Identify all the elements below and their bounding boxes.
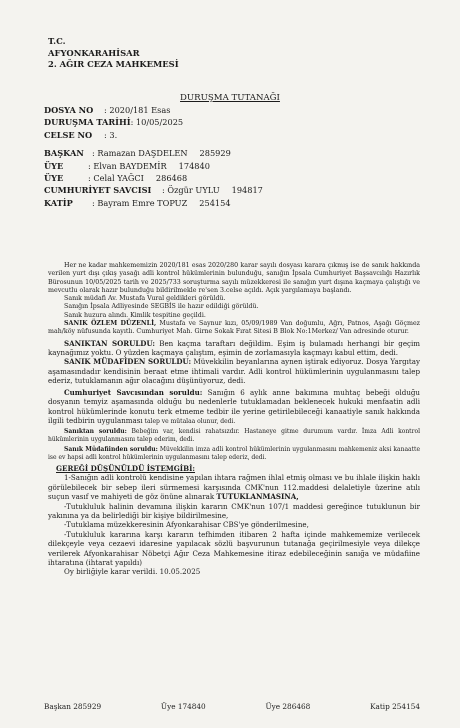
defendant-identity-head: SANIK ÖZLEM DÜZENLİ, bbox=[64, 320, 157, 328]
defendant-identity bbox=[48, 320, 420, 337]
document-title: DURUŞMA TUTANAĞI bbox=[180, 93, 280, 103]
uye2-name: : Celal YAĞCI bbox=[88, 173, 144, 184]
tarih-value: : 10/05/2025 bbox=[130, 117, 184, 128]
uye1-name: : Elvan BAYDEMİR bbox=[88, 160, 167, 171]
dosya-row bbox=[44, 104, 263, 116]
defendant-statement bbox=[48, 339, 420, 358]
prosecutor-opinion-text: Sanığın 6 aylık anne bakımına muhtaç bebeği olduğu dosyanın temyiz aşamasında olduğu bu nedenlerle tutuklamadan beklenecek hukuki menfaatin adli kontrol hükümlerinde konutu terk etmeme tedbir ile yerine getirilebileceği kanaatiyle sanık hakkında ilgili tedbirin uygulanması bbox=[48, 387, 421, 425]
signature-row bbox=[44, 702, 420, 711]
defense-final-word bbox=[48, 446, 420, 462]
signature-baskan: Başkan 285929 bbox=[44, 702, 102, 711]
tarih-row bbox=[44, 116, 263, 128]
prosecutor-opinion-head: Cumhuriyet Savcısından soruldu: bbox=[64, 387, 203, 397]
baskan-label: BAŞKAN bbox=[44, 148, 84, 159]
katip-row bbox=[44, 197, 263, 209]
defendant-statement-text: Ben kaçma taraftarı değildim. Eşim iş bulamadı herhangi bir geçim kaynağımız yoktu. O yüzden kaçmaya çalıştım, eşimin de zorlamasıyla kaçmayı kabul ettim, dedi. bbox=[48, 338, 420, 358]
defendant-final-word-text: Bebeğim var, kendisi rahatsızdır. Hastaneye gitme durumum vardır. İmza Adli kontrol hükümlerinin uygulanmasını talep ederim, dedi. bbox=[48, 427, 420, 443]
uye2-row bbox=[44, 172, 263, 184]
baskan-row bbox=[44, 147, 263, 159]
header-tc: T.C. bbox=[48, 36, 66, 46]
header-court: 2. AĞIR CEZA MAHKEMESİ bbox=[48, 59, 179, 69]
uye2-no: 286468 bbox=[155, 173, 188, 184]
defendant-final-word-head: Sanıktan soruldu: bbox=[64, 427, 127, 435]
defense-statement-text: Müvekkilin beyanlarına aynen iştirak ediyoruz. Dosya Yargıtay aşamasındadır kendisinin beraat etme ihtimali vardır. Adli kontrol hükümlerinin uygulanmasını talep ederiz, tutuklamanın ağır olacağını düşünüyoruz, dedi. bbox=[48, 357, 420, 386]
decision-item-2: -Tutukluluk halinin devamına ilişkin kararın CMK'nun 107/1 maddesi gereğince tutuklunun bir yakınına ya da belirlediği bir kişiye bildirilmesine, bbox=[48, 501, 420, 520]
segbis-line: Sanığın İpsala Adliyesinde SEGBİS ile hazır edildiği görüldü. bbox=[64, 303, 259, 311]
counsel-present-line: Sanık müdafi Av. Mustafa Vural geldikleri görüldü. bbox=[64, 295, 226, 303]
case-info bbox=[44, 104, 263, 209]
decision-title-line bbox=[48, 464, 420, 473]
decision-item-3: -Tutuklama müzekkeresinin Afyonkarahisar CBS'ye gönderilmesine, bbox=[64, 520, 309, 530]
tarih-label: DURUŞMA TARİHİ bbox=[44, 117, 131, 128]
savci-name: : Özgür UYLU bbox=[162, 185, 220, 196]
uye2-label: ÜYE bbox=[44, 173, 64, 184]
defense-statement bbox=[48, 357, 420, 385]
celse-row bbox=[44, 129, 263, 141]
katip-label: KATİP bbox=[44, 197, 73, 208]
signature-uye1: Üye 174840 bbox=[160, 702, 206, 711]
decision-item-4: -Tutukluluk kararına karşı kararın tefhimden itibaren 2 hafta içinde mahkememize verilecek dilekçeyle veya cezaevi idaresine yapılacak sözlü başvurunun tutanağa geçirilmesiyle veya dilekçe verilerek Afyonkarahisar Nöbetçi Ağır Ceza Mahkemesine itiraz edebileceğinin sanığa ve müdafiine ihtaratına (ihtarat yapıldı) bbox=[48, 529, 420, 567]
defense-final-word-text: Müvekkilin imza adli kontrol hükümlerinin uygulanmasını mahkemeniz aksi kanaatte ise ev hapsi adli kontrol hükümlerinin uygulanmasını talep ederiz, dedi. bbox=[48, 445, 420, 461]
defendant-statement-head: SANIKTAN SORULDU: bbox=[64, 338, 156, 348]
savci-row bbox=[44, 184, 263, 196]
katip-no: 254154 bbox=[199, 197, 231, 208]
decision-unanimous: Oy birliğiyle karar verildi. 10.05.2025 bbox=[64, 567, 201, 577]
intro-paragraph: Her ne kadar mahkememizin 2020/181 esas 2020/280 karar sayılı dosyası karara çıkmış ise de sanık hakkında verilen yurt dışı çıkış yasağı adli kontrol hükümlerinin bulunduğu, sanığın İpsala Cumhuriyet Başsavcılığı Hazırlık Bürosunun 10/05/2025 tarih ve 2025/733 soruşturma sayılı müzekkeresi ile sanığın yurt dışına kaçmaya çalıştığı ve mevcutlu olarak hazır bulunduğu bildirilmekle re'sen 3.celse açıldı. Açık yargılamaya başlandı. bbox=[48, 262, 420, 294]
defense-statement-head: SANIK MÜDAFİDEN SORULDU: bbox=[64, 357, 192, 367]
baskan-name: : Ramazan DAŞDELEN bbox=[92, 148, 188, 159]
defense-final-word-head: Sanık Müdafiinden soruldu: bbox=[64, 445, 158, 453]
decision-title: GEREĞİ DÜŞÜNÜLDÜ İSTEMGİBİ: bbox=[56, 463, 196, 473]
katip-name: : Bayram Emre TOPUZ bbox=[92, 197, 188, 208]
header-city: AFYONKARAHİSAR bbox=[48, 47, 140, 58]
celse-value: : 3. bbox=[104, 129, 118, 140]
decision-item-1 bbox=[48, 473, 420, 501]
defendant-final-word bbox=[48, 428, 420, 444]
court-header bbox=[48, 36, 179, 71]
defendant-identity-text: Mustafa ve Saynur kızı, 05/09/1989 Van doğumlu, Ağrı, Patnos, Aşağı Göçmez mah/köy nüfusunda kayıtlı. Cumhuriyet Mah. Girne Sokak Fırat Sitesi B Blok No:1Merkez/ Van adresinde oturur. bbox=[48, 320, 420, 336]
savci-no: 194817 bbox=[231, 185, 263, 196]
decision-item-1-text: 1-Sanığın adli kontrolü kendisine yapılan ihtara rağmen ihlal etmiş olması ve bu ihlale ilişkin haklı görülebilecek bir sebep ileri sürmemesi karşısında CMK'nun 112.maddesi delaletiyle üzerine atılı suçun vasıf ve mahiyeti de göz önüne alınarak bbox=[48, 473, 420, 502]
uye1-row bbox=[44, 160, 263, 172]
prosecutor-opinion-tail: talep ve mütalaa olunur, dedi. bbox=[142, 417, 236, 425]
prosecutor-opinion bbox=[48, 388, 420, 426]
celse-label: CELSE NO bbox=[44, 129, 93, 140]
record-body bbox=[48, 262, 420, 577]
decision-item-1-verdict: TUTUKLANMASINA, bbox=[216, 492, 299, 502]
dosya-value: : 2020/181 Esas bbox=[104, 105, 171, 115]
savci-label: CUMHURİYET SAVCISI bbox=[44, 185, 152, 196]
signature-uye2: Üye 286468 bbox=[265, 702, 311, 711]
signature-katip: Katip 254154 bbox=[370, 702, 420, 711]
uye1-label: ÜYE bbox=[44, 160, 64, 171]
uye1-no: 174840 bbox=[178, 160, 210, 171]
baskan-no: 285929 bbox=[199, 148, 231, 159]
dosya-label: DOSYA NO bbox=[44, 105, 94, 115]
identity-check-line: Sanık huzura alındı. Kimlik tespitine geçildi. bbox=[64, 311, 206, 319]
